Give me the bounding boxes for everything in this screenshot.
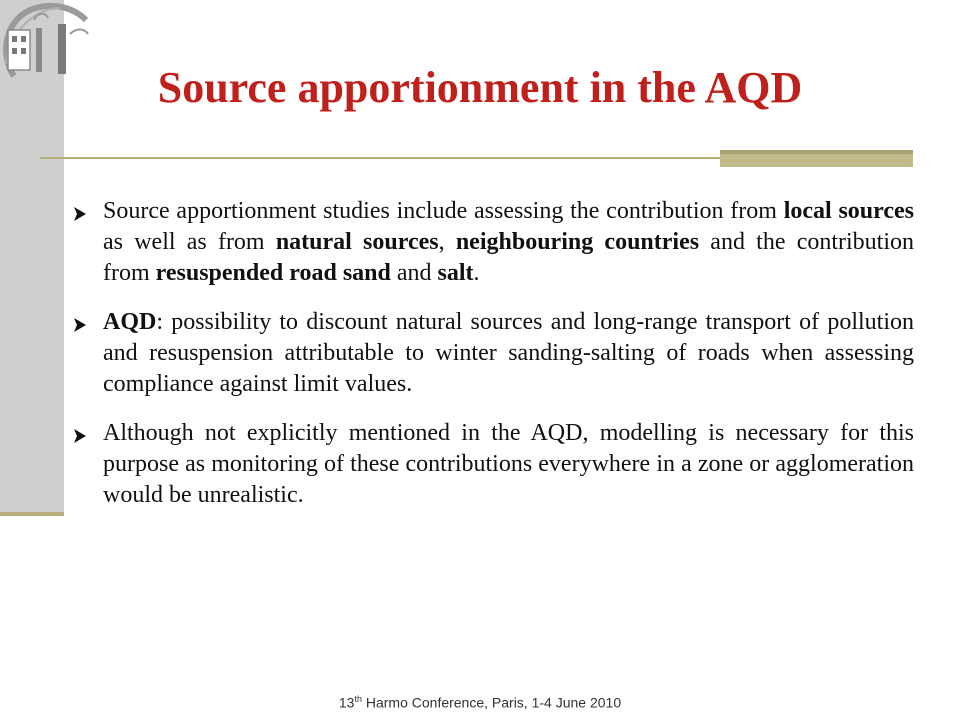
footer-number: 13: [338, 694, 355, 711]
arrow-bullet-icon: [72, 317, 88, 333]
slide-title: Source apportionment in the AQD: [157, 63, 803, 112]
footer-ordinal: th: [354, 694, 362, 704]
footer-text: Harmo Conference, Paris, 1-4 June 2010: [361, 694, 622, 711]
arrow-bullet-icon: [72, 206, 88, 222]
bullet-segment: and the contribution from: [103, 229, 915, 286]
bullet-segment: : possibility to discount natural sources and long-range transport of pollution and resuspension attributable to winter sanding-salting of roads when assessing compliance against limit values.: [103, 309, 914, 397]
bullet-bold-segment: salt: [437, 260, 474, 286]
bullet-bold-segment: natural sources: [275, 229, 439, 255]
bullet-text: [103, 196, 914, 289]
bullet-list: [72, 196, 914, 529]
title-underline-rule: [40, 157, 720, 159]
bullet-segment: ,: [438, 229, 456, 255]
bullet-item: [72, 418, 914, 511]
bullet-segment: Although not explicitly mentioned in the AQD, modelling is necessary for this purpose as monitoring of these contributions everywhere in a zone or agglomeration would be unrealistic.: [103, 420, 914, 508]
arrow-bullet-icon: [72, 428, 88, 444]
bullet-item: [72, 196, 914, 289]
bullet-text: [103, 307, 914, 400]
bullet-item: [72, 307, 914, 400]
bullet-segment: Source apportionment studies include assessing the contribution from: [103, 198, 784, 224]
bullet-segment: as well as from: [103, 229, 276, 255]
bullet-bold-segment: local sources: [783, 198, 914, 224]
bullet-bold-segment: resuspended road sand: [155, 260, 391, 286]
bullet-segment: .: [473, 260, 480, 286]
title-accent-bar-edge: [720, 150, 913, 154]
sidebar-bottom-rule: [0, 512, 64, 516]
bullet-bold-segment: AQD: [103, 309, 157, 335]
bullet-segment: and: [390, 260, 438, 286]
bullet-text: [103, 418, 914, 511]
slide-footer: [0, 694, 960, 711]
bullet-bold-segment: neighbouring countries: [455, 229, 700, 255]
